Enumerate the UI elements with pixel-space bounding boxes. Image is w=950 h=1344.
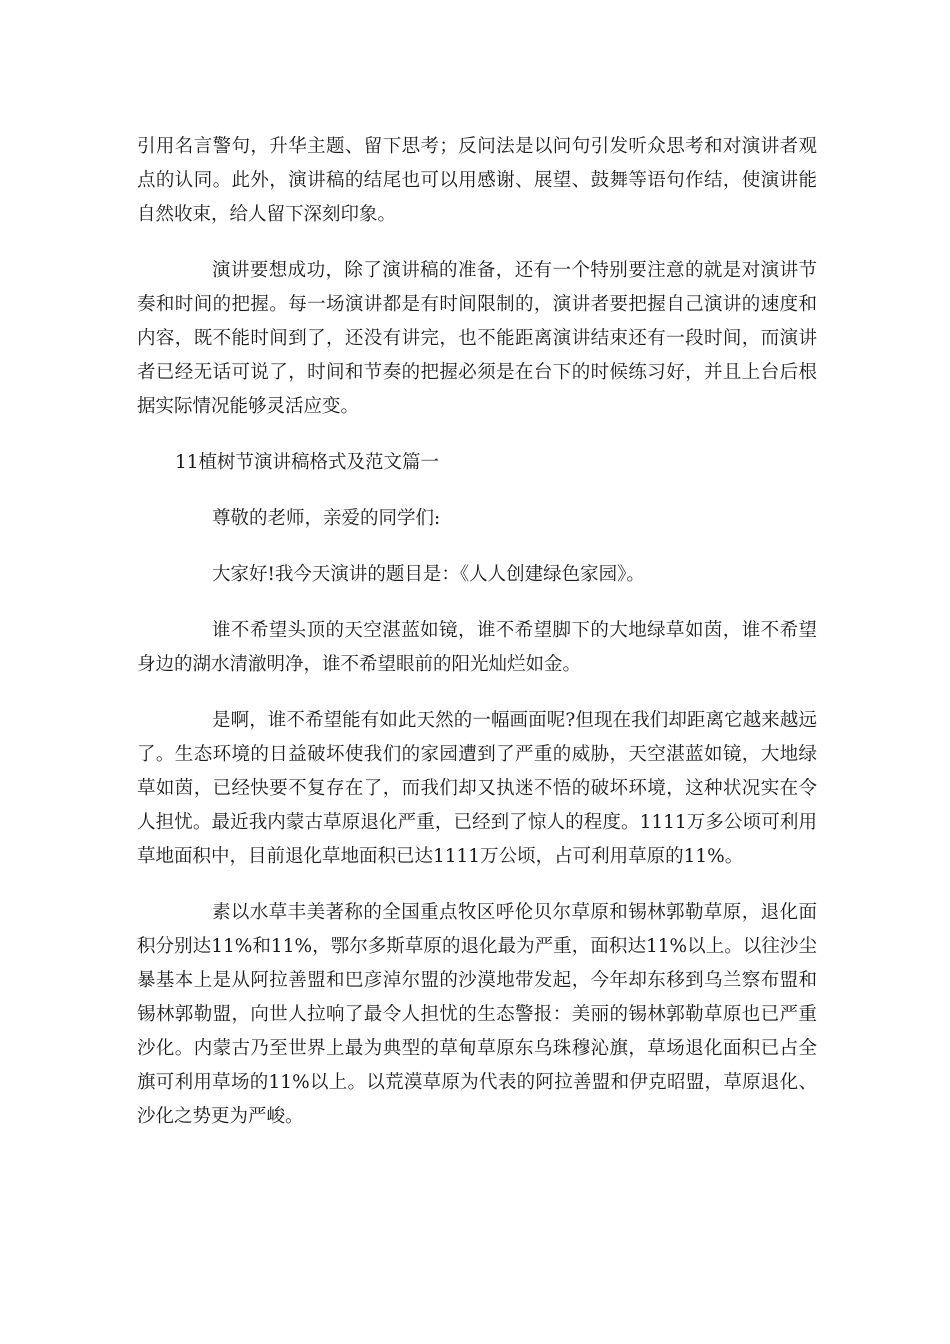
section-heading: 11植树节演讲稿格式及范文篇一 — [175, 452, 440, 473]
speech-salutation: 尊敬的老师，亲爱的同学们: — [212, 508, 441, 529]
closing-paragraph: 引用名言警句，升华主题、留下思考；反问法是以问句引发听众思考和对演讲者观点的认同。此外，演讲稿的结尾也可以用感谢、展望、鼓舞等语句作结，使演讲能自然收束，给人留下深刻印象。 — [137, 136, 817, 225]
timing-paragraph: 演讲要想成功，除了演讲稿的准备，还有一个特别要注意的就是对演讲节奏和时间的把握。每一场演讲都是有时间限制的，演讲者要把握自己演讲的速度和内容，既不能时间到了，还没有讲完，也不能距离演讲结束还有一段时间，而演讲者已经无话可说了，时间和节奏的把握必须是在台下的时候练习好，并且上台后根据实际情况能够灵活应变。 — [137, 260, 817, 417]
document-body — [137, 130, 817, 1156]
speech-paragraph: 是啊，谁不希望能有如此天然的一幅画面呢?但现在我们却距离它越来越远了。生态环境的日益破坏使我们的家园遭到了严重的威胁，天空湛蓝如镜，大地绿草如茵，已经快要不复存在了，而我们却又执迷不悟的破坏环境，这种状况实在令人担忧。最近我内蒙古草原退化严重，已经到了惊人的程度。1111万多公顷可利用草地面积中，目前退化草地面积已达1111万公顷，占可利用草原的11%。 — [137, 710, 817, 867]
speech-paragraph: 素以水草丰美著称的全国重点牧区呼伦贝尔草原和锡林郭勒草原，退化面积分别达11%和11%，鄂尔多斯草原的退化最为严重，面积达11%以上。以往沙尘暴基本上是从阿拉善盟和巴彦淖尔盟的沙漠地带发起，今年却东移到乌兰察布盟和锡林郭勒盟，向世人拉响了最令人担忧的生态警报：美丽的锡林郭勒草原也已严重沙化。内蒙古乃至世界上最为典型的草甸草原东乌珠穆沁旗，草场退化面积已占全旗可利用草场的11%以上。以荒漠草原为代表的阿拉善盟和伊克昭盟，草原退化、沙化之势更为严峻。 — [137, 902, 817, 1127]
speech-paragraph: 谁不希望头顶的天空湛蓝如镜，谁不希望脚下的大地绿草如茵，谁不希望身边的湖水清澈明净，谁不希望眼前的阳光灿烂如金。 — [137, 620, 817, 675]
speech-greeting: 大家好!我今天演讲的题目是：《人人创建绿色家园》。 — [212, 564, 645, 585]
